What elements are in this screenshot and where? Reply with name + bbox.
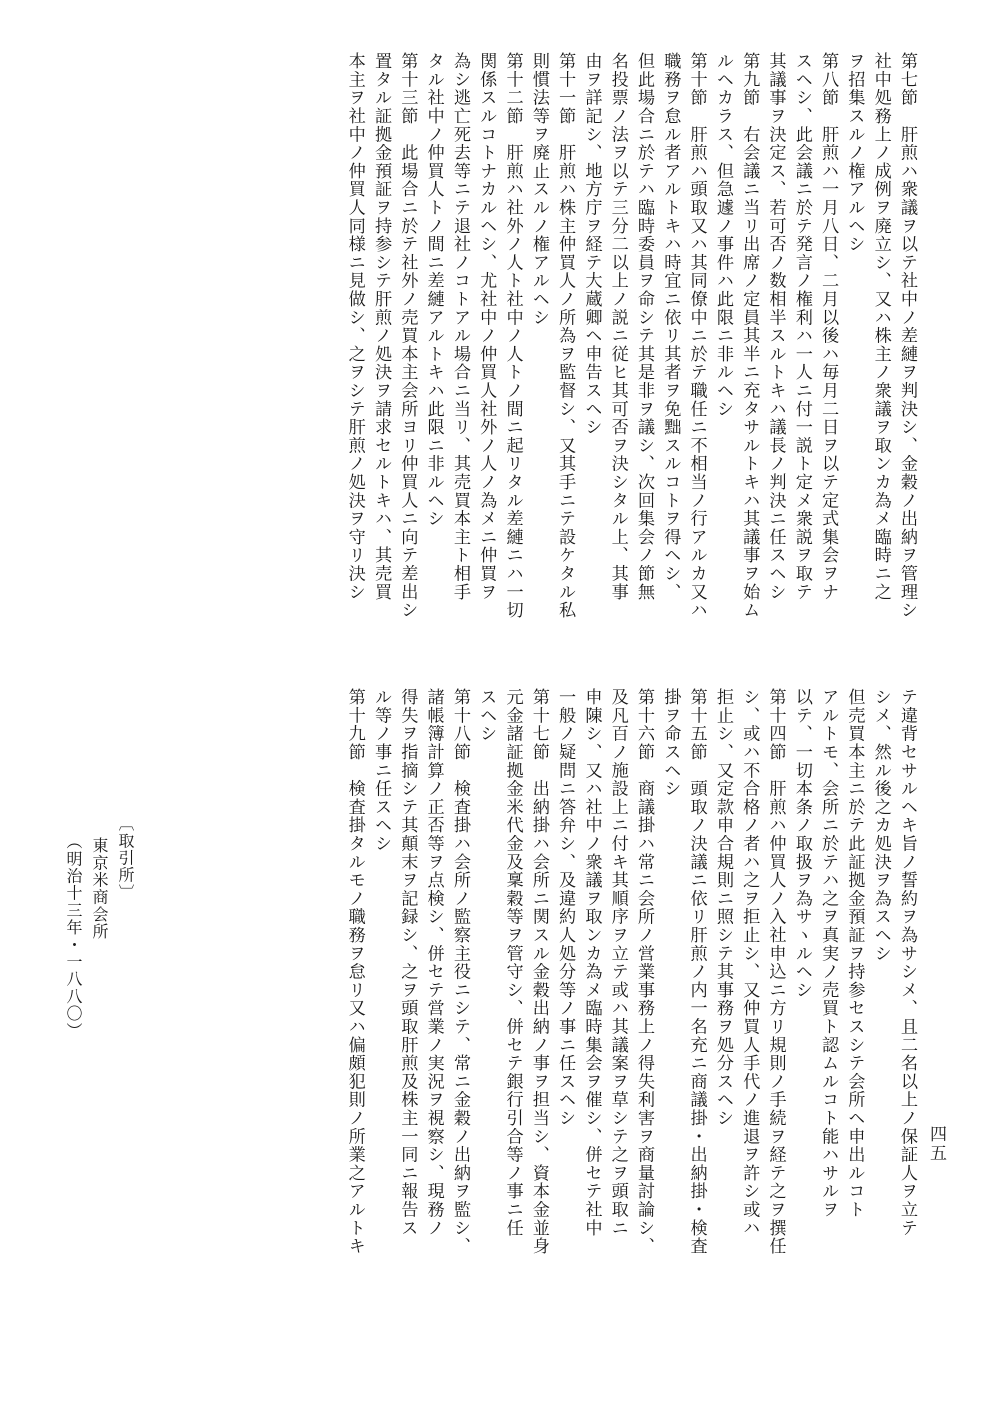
text-line: 本主ヲ社中ノ仲買人同様ニ見做シ、之ヲシテ肝煎ノ処決ヲ守リ決シ — [344, 52, 365, 601]
text-line: 則慣法等ヲ廃止スルノ権アルヘシ — [528, 52, 549, 327]
text-line: アルトモ、会所ニ於テハ之ヲ真実ノ売買ト認ムルコト能ハサルヲ — [818, 688, 839, 1219]
text-line: 申陳シ、又ハ社中ノ衆議ヲ取ンカ為メ臨時集会ヲ催シ、併セテ社中 — [581, 688, 602, 1237]
text-line: ヲ招集スルノ権アルヘシ — [844, 52, 865, 254]
text-line: 第十六節 商議掛ハ常ニ会所ノ営業事務上ノ得失利害ヲ商量討論シ、 — [634, 688, 655, 1256]
running-header — [60, 815, 138, 1375]
text-line: 第十九節 検査掛タルモノ職務ヲ怠リ又ハ偏頗犯則ノ所業之アルトキ — [344, 688, 365, 1256]
upper-text-block — [100, 52, 920, 672]
text-line: 第十五節 頭取ノ決議ニ依リ肝煎ノ内一名充ニ商議掛・出納掛・検査 — [686, 688, 707, 1256]
text-line: 拒止シ、又定款申合規則ニ照シテ其事務ヲ処分スヘシ — [712, 688, 733, 1128]
text-line: 其議事ヲ決定ス、若可否ノ数相半スルトキハ議長ノ判決ニ任スヘシ — [765, 52, 786, 601]
text-line: 第七節 肝煎ハ衆議ヲ以テ社中ノ差縺ヲ判決シ、金穀ノ出納ヲ管理シ — [897, 52, 917, 620]
text-line: シ、或ハ不合格ノ者ハ之ヲ拒止シ、又仲買人手代ノ進退ヲ許シ或ハ — [739, 688, 760, 1237]
text-line: 置タル証拠金預証ヲ持参シテ肝煎ノ処決ヲ請求セルトキハ、其売買 — [371, 52, 392, 601]
text-line: 及凡百ノ施設上ニ付キ其順序ヲ立テ或ハ其議案ヲ草シテ之ヲ頭取ニ — [607, 688, 628, 1237]
text-line: シメ、然ル後之カ処決ヲ為スヘシ — [870, 688, 891, 963]
text-line: ルヘカラス、但急遽ノ事件ハ此限ニ非ルヘシ — [712, 52, 733, 418]
text-line: 元金諸証拠金米代金及稟穀等ヲ管守シ、併セテ銀行引合等ノ事ニ任 — [502, 688, 523, 1237]
institution-title: 東京米商会所 — [90, 837, 109, 941]
text-line: 第十一節 肝煎ハ株主仲買人ノ所為ヲ監督シ、又其手ニテ設ケタル私 — [555, 52, 576, 620]
date-label: （明治十三年・一八八〇） — [64, 833, 83, 1040]
text-line: 社中処務上ノ成例ヲ廃立シ、又ハ株主ノ衆議ヲ取ンカ為メ臨時ニ之 — [870, 52, 891, 601]
text-line: 但此場合ニ於テハ臨時委員ヲ命シテ其是非ヲ議シ、次回集会ノ節無 — [634, 52, 655, 601]
text-line: 第八節 肝煎ハ一月八日、二月以後ハ毎月二日ヲ以テ定式集会ヲナ — [818, 52, 839, 601]
text-line: 一般ノ疑問ニ答弁シ、及違約人処分等ノ事ニ任スヘシ — [555, 688, 576, 1128]
text-line: 第十二節 肝煎ハ社外ノ人ト社中ノ人トノ間ニ起リタル差縺ニハ一切 — [502, 52, 523, 620]
text-line: 第十七節 出納掛ハ会所ニ関スル金穀出納ノ事ヲ担当シ、資本金並身 — [528, 688, 549, 1256]
text-line: 第十三節 此場合ニ於テ社外ノ売買本主会所ヨリ仲買人ニ向テ差出シ — [397, 52, 418, 620]
text-line: タル社中ノ仲買人トノ間ニ差縺アルトキハ此限ニ非ルヘシ — [423, 52, 444, 528]
text-line: 為シ逃亡死去等ニテ退社ノコトアル場合ニ当リ、其売買本主ト相手 — [449, 52, 470, 601]
text-line: テ違背セサルヘキ旨ノ誓約ヲ為サシメ、且二名以上ノ保証人ヲ立テ — [897, 688, 917, 1237]
text-line: 名投票ノ法ヲ以テ三分二以上ノ説ニ従ヒ其可否ヲ決シタル上、其事 — [607, 52, 628, 601]
text-line: 以テ、一切本条ノ取扱ヲ為サヽルヘシ — [791, 688, 812, 1000]
text-line: 但売買本主ニ於テ此証拠金預証ヲ持参セスシテ会所ヘ申出ルコト — [844, 688, 865, 1219]
text-line: ル等ノ事ニ任スヘシ — [371, 688, 392, 853]
section-label: 〔取引所〕 — [116, 815, 135, 901]
text-line: スヘシ、此会議ニ於テ発言ノ権利ハ一人ニ付一説ト定メ衆説ヲ取テ — [791, 52, 812, 601]
lower-text-block — [100, 688, 920, 1328]
text-line: スヘシ — [476, 688, 497, 743]
text-line: 第九節 右会議ニ当リ出席ノ定員其半ニ充タサルトキハ其議事ヲ始ム — [739, 52, 760, 620]
page-number: 四五 — [926, 1125, 946, 1163]
text-line: 由ヲ詳記シ、地方庁ヲ経テ大蔵卿ヘ申告スヘシ — [581, 52, 602, 437]
text-line: 得失ヲ指摘シテ其顛末ヲ記録シ、之ヲ頭取肝煎及株主一同ニ報告ス — [397, 688, 418, 1237]
text-line: 第十八節 検査掛ハ会所ノ監察主役ニシテ、常ニ金穀ノ出納ヲ監シ、 — [449, 688, 470, 1256]
text-line: 第十節 肝煎ハ頭取又ハ其同僚中ニ於テ職任ニ不相当ノ行アルカ又ハ — [686, 52, 707, 620]
text-line: 諸帳簿計算ノ正否等ヲ点検シ、併セテ営業ノ実況ヲ視察シ、現務ノ — [423, 688, 444, 1237]
text-line: 第十四節 肝煎ハ仲買人ノ入社申込ニ方リ規則ノ手続ヲ経テ之ヲ撰任 — [765, 688, 786, 1256]
text-line: 掛ヲ命スヘシ — [660, 688, 681, 798]
text-line: 職務ヲ怠ル者アルトキハ時宜ニ依リ其者ヲ免黜スルコトヲ得ヘシ、 — [660, 52, 681, 601]
text-line: 関係スルコトナカルヘシ、尤社中ノ仲買人社外ノ人ノ為メニ仲買ヲ — [476, 52, 497, 601]
